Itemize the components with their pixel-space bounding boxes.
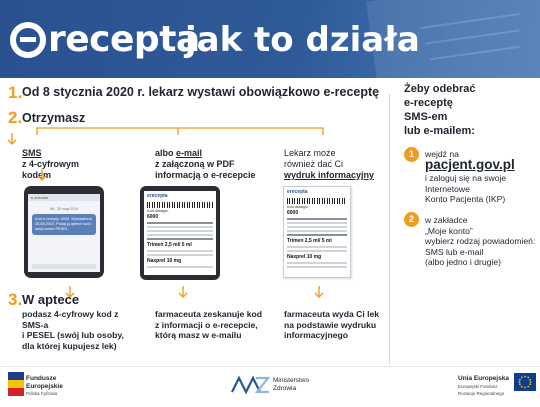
pharmacy-line: farmaceuta wyda Ci lek (284, 309, 380, 319)
pharmacy-print-instructions (284, 309, 394, 341)
doc-line (147, 234, 213, 236)
doc-line (147, 254, 213, 256)
eu-flag-icon (514, 373, 536, 391)
phone-date: Wt., 28 maja 2019 (49, 207, 79, 211)
doc-line (287, 266, 347, 268)
down-arrow-icon (64, 285, 76, 299)
option-print-title: wydruk informacyjny (284, 170, 375, 180)
option-print-line: również dać Ci (284, 159, 344, 169)
step-1-number: 1. (8, 83, 23, 102)
fundusze-europejskie-text (26, 375, 63, 398)
doc-line (287, 250, 347, 252)
pacjent-gov-link[interactable]: pacjent.gov.pl (425, 157, 515, 172)
step-2-number: 2. (8, 108, 23, 127)
right-title-line: SMS-em (404, 111, 448, 123)
mz-line: Zdrowia (273, 384, 297, 392)
doc-line (147, 230, 213, 232)
doc-code-label: Kod dostępu (287, 205, 309, 209)
doc-drug: Trimen 2,5 ml/ 5 ml (147, 242, 192, 248)
step-3-number: 3. (8, 290, 23, 309)
doc-line (287, 246, 347, 248)
option-email-line: z załączoną w PDF (155, 159, 235, 169)
option-print-line: Lekarz może (284, 148, 336, 158)
right-title-line: Żeby odebrać (404, 83, 476, 95)
ue-sub-line: Rozwoju Regionalnego (458, 391, 505, 396)
panel-divider (389, 94, 390, 364)
down-arrow-icon (313, 285, 325, 299)
printout-illustration (283, 186, 351, 278)
step-3-text: W aptece (22, 292, 80, 307)
option-sms-line: z 4-cyfrowym (22, 159, 80, 169)
item1-description (425, 173, 535, 205)
tablet-email-illustration (140, 186, 220, 280)
phone-screen (28, 194, 100, 272)
ue-sub-line: Europejski Fundusz (458, 383, 498, 389)
doc-code-value: 6000 (287, 210, 299, 216)
step-1-text: Od 8 stycznia 2020 r. lekarz wystawi obowiązkowo e-receptę (22, 85, 380, 99)
doc-code-value: 6000 (147, 214, 159, 220)
logo-e-icon (10, 22, 46, 58)
item2-line: (albo jedno i drugie) (425, 257, 501, 267)
down-arrow-icon (36, 168, 48, 182)
logo-text: recepta (48, 19, 200, 60)
doc-code-label: Kod dostępu (147, 209, 169, 213)
barcode-icon (147, 202, 213, 208)
option-email (155, 148, 275, 181)
item2-line: SMS lub e-mail (425, 246, 484, 257)
pharmacy-line: którą masz w e-mailu (155, 330, 242, 340)
options-bracket (35, 126, 325, 136)
pharmacy-line: z informacji o e-recepcie, (155, 319, 258, 330)
fe-title-line: Fundusze (26, 375, 57, 382)
item2-line: w zakładce (425, 215, 468, 225)
item1-line: Internetowe (425, 183, 470, 194)
doc-line (287, 222, 347, 224)
right-title-line: e-receptę (404, 97, 453, 109)
doc-line (287, 262, 347, 264)
ue-title: Unia Europejska (458, 375, 509, 382)
down-arrow-icon (6, 132, 18, 146)
doc-line (287, 226, 347, 228)
barcode-icon (287, 198, 347, 204)
doc-line (147, 226, 213, 228)
fe-title-line: Europejskie (26, 382, 63, 390)
item2-description (425, 215, 540, 268)
doc-drug: Naxprel 10 mg (287, 254, 322, 260)
pharmacy-line: informacyjnego (284, 330, 348, 340)
phone-sms-message: Kod e-recepty: 6000. Wystawiona 28.05.2019. Podaj ją aptece kod i swój numer PESEL (32, 214, 96, 235)
step-2-text: Otrzymasz (22, 111, 86, 125)
right-title-line: lub e-mailem: (404, 125, 475, 137)
header-banner (0, 0, 540, 78)
phone-sms-illustration (24, 186, 104, 278)
doc-brand: erecepta (287, 189, 308, 195)
down-arrow-icon (177, 285, 189, 299)
right-panel-title (404, 82, 534, 138)
ministerstwo-zdrowia-logo-icon (230, 374, 270, 396)
doc-drug: Trimen 2,5 ml/ 5 ml (287, 238, 332, 244)
item2-line: „Moje konto” (425, 225, 473, 236)
pharmacy-line: dla której kupujesz lek) (22, 340, 117, 351)
step-badge-1: 1 (404, 147, 419, 162)
unia-europejska-text (458, 375, 509, 398)
doc-line (147, 266, 213, 268)
item1-line: Konto Pacjenta (IKP) (425, 194, 506, 204)
option-email-title: e-mail (176, 148, 203, 158)
item1-line: i zaloguj się na swoje (425, 173, 507, 183)
item1-intro: wejdź na (425, 149, 459, 159)
item2-line: wybierz rodzaj powiadomień: (425, 236, 536, 246)
mz-line: Ministerstwo (273, 377, 310, 384)
erecepta-logo (10, 20, 200, 60)
page-title: jak to działa (185, 20, 420, 60)
doc-drug: Naxprel 10 mg (147, 258, 182, 264)
doc-line (147, 250, 213, 252)
tablet-screen (144, 191, 216, 275)
option-sms-title: SMS (22, 148, 42, 158)
eu-stars-icon (514, 373, 536, 391)
option-print (284, 148, 384, 181)
doc-line (287, 230, 347, 232)
doc-brand: erecepta (147, 193, 168, 199)
doc-line (287, 234, 347, 236)
email-pdf-document (144, 191, 216, 268)
doc-line (287, 218, 347, 220)
pharmacy-line: farmaceuta zeskanuje kod (155, 309, 262, 319)
option-email-prefix: albo (155, 148, 174, 158)
doc-line (147, 238, 213, 240)
pharmacy-line: podasz 4-cyfrowy kod z SMS-a (22, 309, 119, 330)
doc-line (147, 222, 213, 224)
step-badge-2: 2 (404, 212, 419, 227)
phone-input-bar (32, 264, 96, 269)
pharmacy-sms-instructions (22, 309, 142, 351)
ministerstwo-zdrowia-text (273, 377, 309, 392)
option-sms-line: kodem (22, 170, 52, 180)
phone-sender: e-zdrowie (28, 194, 100, 201)
fundusze-europejskie-logo-icon (8, 372, 24, 396)
option-email-line: informacją o e-recepcie (155, 170, 256, 180)
pharmacy-email-instructions (155, 309, 275, 341)
pharmacy-line: i PESEL (swój lub osoby, (22, 330, 124, 340)
fe-subtitle: Polska Cyfrowa (26, 391, 58, 396)
pharmacy-line: na podstawie wydruku (284, 319, 377, 330)
